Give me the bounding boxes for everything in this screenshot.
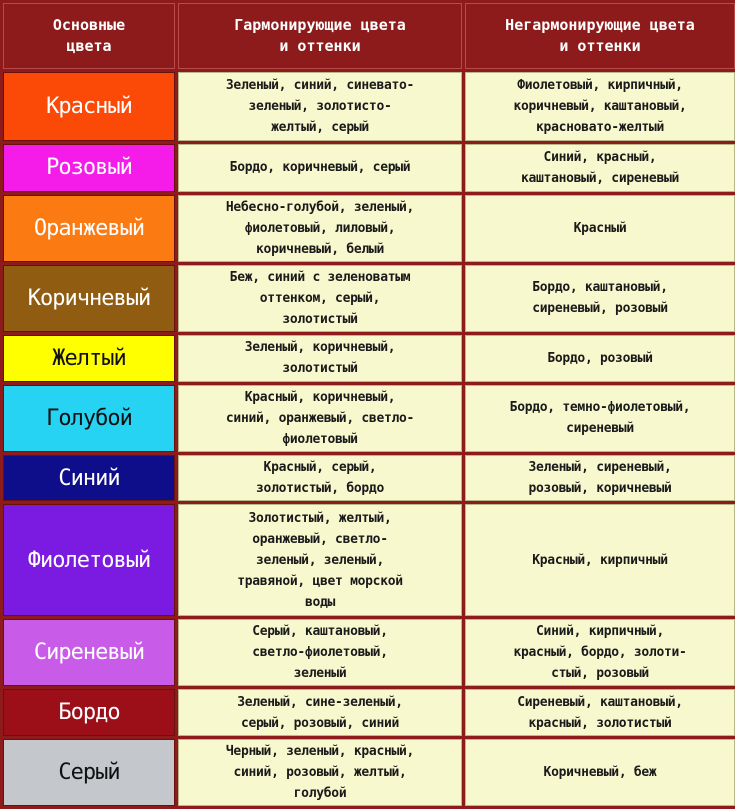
base-color-name: Оранжевый bbox=[33, 215, 145, 241]
harmonious-cell: Черный, зеленый, красный, синий, розовый, желтый, голубой bbox=[178, 739, 462, 806]
table-row bbox=[3, 265, 735, 332]
header-harmonious-colors: Гармонирующие цвета и оттенки bbox=[178, 3, 462, 69]
harmonious-cell: Зеленый, сине-зеленый, серый, розовый, синий bbox=[178, 689, 462, 736]
base-color-cell bbox=[3, 385, 175, 452]
disharmonious-cell: Синий, кирпичный, красный, бордо, золоти- стый, розовый bbox=[465, 619, 735, 686]
table-row bbox=[3, 504, 735, 616]
table-row bbox=[3, 739, 735, 806]
base-color-cell bbox=[3, 739, 175, 806]
harmonious-cell: Красный, серый, золотистый, бордо bbox=[178, 455, 462, 502]
harmonious-cell: Серый, каштановый, светло-фиолетовый, зеленый bbox=[178, 619, 462, 686]
table-row bbox=[3, 144, 735, 192]
harmonious-cell: Бордо, коричневый, серый bbox=[178, 144, 462, 192]
disharmonious-cell: Красный, кирпичный bbox=[465, 504, 735, 616]
header-disharmonious-colors: Негармонирующие цвета и оттенки bbox=[465, 3, 735, 69]
base-color-name: Желтый bbox=[52, 345, 126, 371]
table-row bbox=[3, 335, 735, 382]
harmonious-cell: Зеленый, синий, синевато- зеленый, золотисто- желтый, серый bbox=[178, 72, 462, 141]
disharmonious-cell: Бордо, каштановый, сиреневый, розовый bbox=[465, 265, 735, 332]
base-color-cell bbox=[3, 265, 175, 332]
table-row bbox=[3, 689, 735, 736]
disharmonious-cell: Сиреневый, каштановый, красный, золотистый bbox=[465, 689, 735, 736]
harmonious-cell: Беж, синий с зеленоватым оттенком, серый, золотистый bbox=[178, 265, 462, 332]
base-color-name: Синий bbox=[58, 465, 120, 491]
base-color-name: Серый bbox=[58, 759, 120, 785]
base-color-name: Бордо bbox=[58, 700, 120, 726]
table-row bbox=[3, 385, 735, 452]
header-base-colors: Основные цвета bbox=[3, 3, 175, 69]
base-color-cell bbox=[3, 619, 175, 686]
disharmonious-cell: Бордо, розовый bbox=[465, 335, 735, 382]
table-row bbox=[3, 455, 735, 502]
base-color-cell bbox=[3, 504, 175, 616]
base-color-name: Красный bbox=[46, 94, 132, 120]
base-color-cell bbox=[3, 72, 175, 141]
harmonious-cell: Золотистый, желтый, оранжевый, светло- зеленый, зеленый, травяной, цвет морской воды bbox=[178, 504, 462, 616]
harmonious-cell: Красный, коричневый, синий, оранжевый, светло- фиолетовый bbox=[178, 385, 462, 452]
disharmonious-cell: Зеленый, сиреневый, розовый, коричневый bbox=[465, 455, 735, 502]
table-row bbox=[3, 619, 735, 686]
base-color-name: Коричневый bbox=[27, 285, 151, 311]
base-color-name: Фиолетовый bbox=[27, 547, 151, 573]
base-color-cell bbox=[3, 689, 175, 736]
disharmonious-cell: Красный bbox=[465, 195, 735, 262]
harmonious-cell: Зеленый, коричневый, золотистый bbox=[178, 335, 462, 382]
base-color-cell bbox=[3, 335, 175, 382]
base-color-name: Голубой bbox=[46, 405, 132, 431]
disharmonious-cell: Синий, красный, каштановый, сиреневый bbox=[465, 144, 735, 192]
table-row bbox=[3, 195, 735, 262]
base-color-name: Розовый bbox=[46, 155, 132, 181]
header-row bbox=[3, 3, 735, 69]
base-color-cell bbox=[3, 144, 175, 192]
harmonious-cell: Небесно-голубой, зеленый, фиолетовый, лиловый, коричневый, белый bbox=[178, 195, 462, 262]
base-color-cell bbox=[3, 455, 175, 502]
disharmonious-cell: Бордо, темно-фиолетовый, сиреневый bbox=[465, 385, 735, 452]
base-color-cell bbox=[3, 195, 175, 262]
disharmonious-cell: Фиолетовый, кирпичный, коричневый, каштановый, красновато-желтый bbox=[465, 72, 735, 141]
disharmonious-cell: Коричневый, беж bbox=[465, 739, 735, 806]
table-row bbox=[3, 72, 735, 141]
base-color-name: Сиреневый bbox=[33, 640, 145, 666]
